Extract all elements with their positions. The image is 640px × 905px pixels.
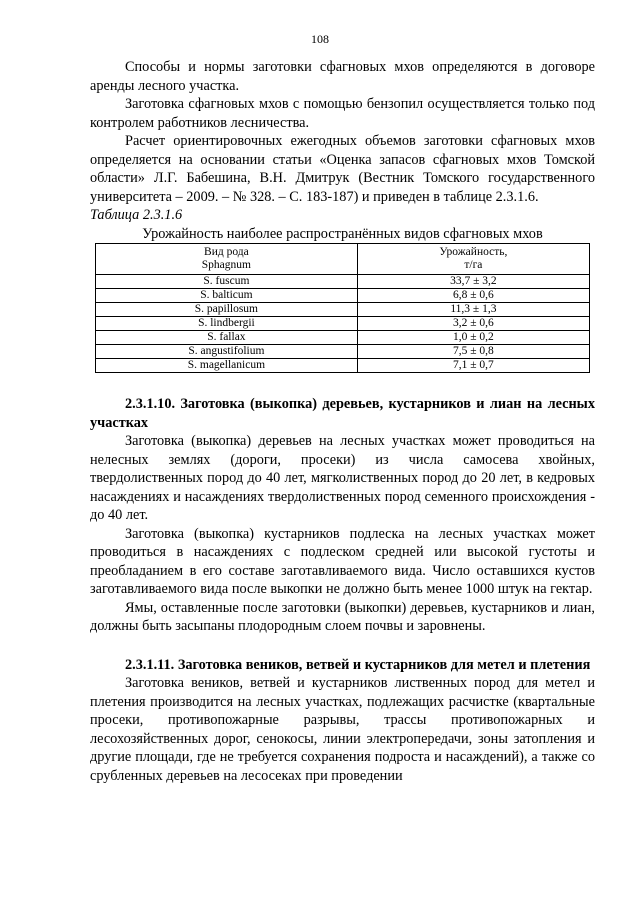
header-text: Вид рода — [204, 246, 249, 258]
paragraph: Заготовка (выкопка) деревьев на лесных участках может проводиться на нелесных землях (дороги, просеки) из числа самосева хвойных, твердолиственных пород до 40 лет, мягколиственных пород до 20 лет, в кедровых насаждениях и насаждениях твердолиственных пород семенного происхождения - до 40 лет. — [90, 433, 595, 523]
paragraph: Заготовка сфагновых мхов с помощью бензопил осуществляется только под контролем работников лесничества. — [90, 96, 595, 131]
header-text: Sphagnum — [201, 259, 251, 271]
yield-cell: 7,5 ± 0,8 — [357, 345, 589, 359]
species-cell: S. fallax — [96, 331, 358, 345]
paragraph: Заготовка веников, ветвей и кустарников лиственных пород для метел и плетения производится на лесных участках, подлежащих расчистке (квартальные просеки, противопожарные разрывы, трассы противопожарных и лесохозяйственных дорог, сенокосы, линии электропередачи, зоны затопления и другие площади, где не требуется сохранения подроста и насаждений), а также со срубленных деревьев на лесосеках при проведении — [90, 675, 595, 784]
table-title: Урожайность наиболее распространённых видов сфагновых мхов — [142, 225, 543, 242]
species-cell: S. balticum — [96, 289, 358, 303]
table-header-row — [96, 244, 590, 275]
species-cell: S. papillosum — [96, 303, 358, 317]
table-row — [96, 345, 590, 359]
header-text: Урожайность, — [439, 246, 508, 258]
page-number: 108 — [311, 32, 329, 46]
table-row — [96, 275, 590, 289]
paragraph: Расчет ориентировочных ежегодных объемов заготовки сфагновых мхов определяется на основании статьи «Оценка запасов сфагновых мхов Томской области» Л.Г. Бабешина, В.Н. Дмитрук (Вестник Томского государственного университета – 2009. – № 328. – С. 183-187) и приведен в таблице 2.3.1.6. — [90, 133, 595, 205]
paragraph: Способы и нормы заготовки сфагновых мхов определяются в договоре аренды лесного участка. — [90, 59, 595, 94]
table-number: Таблица 2.3.1.6 — [90, 207, 183, 223]
species-cell: S. angustifolium — [96, 345, 358, 359]
table-row — [96, 331, 590, 345]
species-cell: S. lindbergii — [96, 317, 358, 331]
species-cell: S. fuscum — [96, 275, 358, 289]
yield-cell: 1,0 ± 0,2 — [357, 331, 589, 345]
paragraph: Ямы, оставленные после заготовки (выкопки) деревьев, кустарников и лиан, должны быть засыпаны плодородным слоем почвы и заровнены. — [90, 599, 595, 634]
table-header-species — [96, 244, 358, 275]
header-text: т/га — [464, 259, 483, 271]
section-heading: 2.3.1.10. Заготовка (выкопка) деревьев, кустарников и лиан на лесных участках — [90, 396, 595, 431]
table-row — [96, 359, 590, 373]
section-heading: 2.3.1.11. Заготовка веников, ветвей и кустарников для метел и плетения — [125, 656, 591, 673]
yield-cell: 33,7 ± 3,2 — [357, 275, 589, 289]
species-cell: S. magellanicum — [96, 359, 358, 373]
yield-cell: 6,8 ± 0,6 — [357, 289, 589, 303]
yield-cell: 3,2 ± 0,6 — [357, 317, 589, 331]
table-row — [96, 289, 590, 303]
table-row — [96, 317, 590, 331]
page-content — [90, 58, 595, 785]
paragraph: Заготовка (выкопка) кустарников подлеска на лесных участках может проводиться в насаждениях с подлеском средней или высокой густоты и преобладанием в его составе заготавливаемого вида. Число оставшихся кустов заготавливаемого вида после выкопки не должно быть менее 1000 штук на гектар. — [90, 525, 595, 597]
yield-table — [95, 243, 590, 373]
yield-cell: 7,1 ± 0,7 — [357, 359, 589, 373]
table-row — [96, 303, 590, 317]
yield-cell: 11,3 ± 1,3 — [357, 303, 589, 317]
table-header-yield — [357, 244, 589, 275]
